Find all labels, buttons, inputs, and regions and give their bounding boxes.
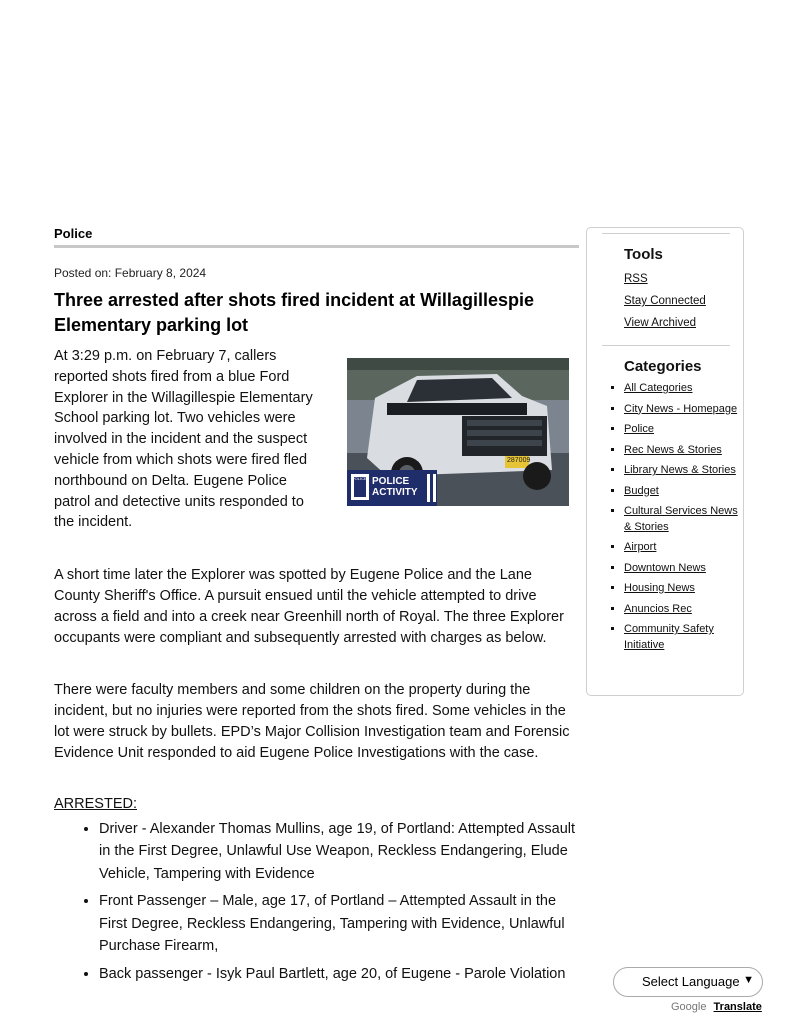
category-link-community-safety[interactable]: Community Safety Initiative	[624, 623, 714, 651]
tool-link-view-archived[interactable]: View Archived	[624, 317, 697, 329]
category-item[interactable]	[624, 381, 748, 397]
categories-heading: Categories	[624, 358, 702, 375]
category-link-budget[interactable]: Budget	[624, 484, 659, 497]
article	[54, 226, 579, 990]
police-vehicle-image	[347, 358, 569, 506]
category-item[interactable]	[624, 561, 748, 577]
article-paragraph-pursuit: A short time later the Explorer was spotted by Eugene Police and the Lane County Sheriff's Office. A pursuit ensued until the vehicle attempted to drive across a field and into a creek near Greenhill north of Royal. The three Explorer occupants were compliant and subsequently arrested with charges as below.	[54, 567, 564, 646]
arrested-item: • Front Passenger – Male, age 17, of Portland – Attempted Assault in the First Degree, Reckless Endangering, Tampering with Evidence, Unlawful Purchase Firearm,	[99, 890, 579, 958]
sidebar-divider	[602, 345, 730, 346]
license-plate: 287009	[507, 457, 531, 464]
sidebar	[586, 227, 744, 696]
category-item[interactable]	[624, 622, 748, 653]
category-link-police[interactable]: Police	[624, 423, 654, 435]
category-link-rec-news[interactable]: Rec News & Stories	[624, 443, 722, 456]
posted-date: Posted on: February 8, 2024	[54, 266, 207, 280]
category-item[interactable]	[624, 443, 748, 459]
google-logo-text: Google	[671, 1001, 707, 1013]
category-link-cultural-services[interactable]: Cultural Services News & Stories	[624, 505, 738, 533]
article-paragraph-injuries: There were faculty members and some children on the property during the incident, but no injuries were reported from the shots fired. Some vehicles in the lot were struck by bullets. EPD’s Major Collision Investigation team and Forensic Evidence Unit responded to aid Eugene Police Investigations with the case.	[54, 682, 570, 761]
article-lead-section	[54, 346, 579, 533]
category-item[interactable]	[624, 504, 748, 535]
category-link-anuncios-rec[interactable]: Anuncios Rec	[624, 602, 692, 615]
category-item[interactable]	[624, 402, 748, 418]
article-category: Police	[54, 226, 579, 248]
article-lead-paragraph: At 3:29 p.m. on February 7, callers reported shots fired from a blue Ford Explorer in the Willagillespie Elementary School parking lot. Two vehicles were involved in the incident and the suspect vehicle from which shots were fired fled northbound on Delta. Eugene Police patrol and detective units responded to the incident.	[54, 348, 313, 531]
category-item[interactable]	[624, 484, 748, 500]
article-title: Three arrested after shots fired incident at Willagillespie Elementary parking lot	[54, 290, 534, 335]
language-select-label: Select Language	[642, 974, 740, 989]
language-select[interactable]	[613, 967, 763, 997]
category-item[interactable]	[624, 581, 748, 597]
category-link-downtown-news[interactable]: Downtown News	[624, 561, 706, 574]
image-badge: POLICE	[352, 476, 367, 481]
category-link-library-news[interactable]: Library News & Stories	[624, 464, 736, 476]
sidebar-divider	[602, 233, 730, 234]
arrested-heading: ARRESTED:	[54, 795, 137, 812]
categories-list	[607, 381, 748, 658]
translate-link[interactable]: Translate	[713, 1001, 762, 1013]
tools-heading: Tools	[624, 246, 663, 263]
category-link-all[interactable]: All Categories	[624, 382, 693, 394]
category-link-housing-news[interactable]: Housing News	[624, 582, 695, 594]
category-item[interactable]	[624, 422, 748, 438]
category-item[interactable]	[624, 602, 748, 618]
image-caption: POLICE ACTIVITY	[372, 476, 418, 498]
arrested-list	[54, 818, 579, 986]
tool-link-rss[interactable]: RSS	[624, 273, 648, 285]
arrested-item: • Driver - Alexander Thomas Mullins, age 19, of Portland: Attempted Assault in the First Degree, Unlawful Use Weapon, Reckless Endangering, Elude Vehicle, Tampering with Evidence	[99, 818, 579, 886]
arrested-item: • Back passenger - Isyk Paul Bartlett, age 20, of Eugene - Parole Violation	[99, 963, 579, 986]
category-link-city-news[interactable]: City News - Homepage	[624, 402, 738, 415]
category-item[interactable]	[624, 540, 748, 556]
chevron-down-icon: ▼	[743, 974, 754, 986]
category-item[interactable]	[624, 463, 748, 479]
google-translate-attribution	[671, 1001, 762, 1013]
category-link-airport[interactable]: Airport	[624, 541, 657, 553]
tool-link-stay-connected[interactable]: Stay Connected	[624, 295, 706, 307]
